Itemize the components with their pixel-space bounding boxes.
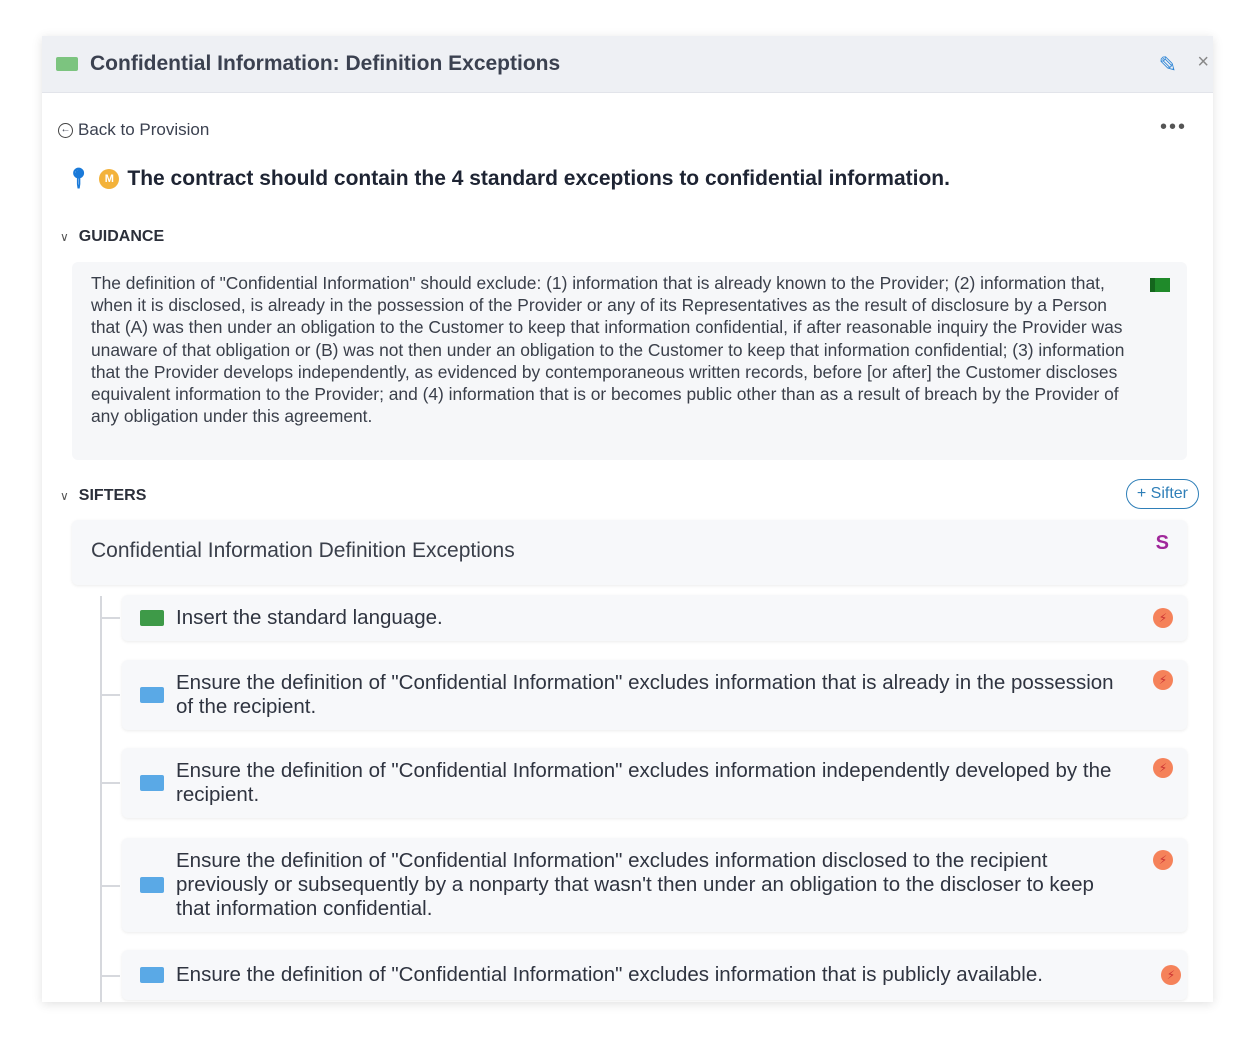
tree-branch <box>102 617 120 619</box>
guidance-box <box>72 262 1187 460</box>
edit-icon[interactable]: ✎ <box>1158 52 1177 77</box>
location-pin-icon: 📍︎ <box>66 168 92 190</box>
sifter-item[interactable] <box>122 595 1187 641</box>
route-icon[interactable]: S <box>1155 532 1169 554</box>
sifter-item-text: Ensure the definition of "Confidential Information" excludes information that is publicly available. <box>176 963 1043 986</box>
priority-badge: M <box>99 169 119 189</box>
sifter-item-text: Ensure the definition of "Confidential Information" excludes information that is already in the possession of the recipient. <box>176 671 1114 718</box>
sifter-item-text: Insert the standard language. <box>176 606 443 629</box>
tree-branch <box>102 782 120 784</box>
provision-icon <box>56 57 78 71</box>
bolt-icon[interactable]: ⚡︎ <box>1161 965 1181 985</box>
guidance-toggle[interactable] <box>60 228 164 246</box>
sifter-item[interactable] <box>122 950 1187 1000</box>
guidance-label: GUIDANCE <box>78 228 165 245</box>
sifters-toggle[interactable] <box>60 487 146 505</box>
provision-panel <box>42 36 1213 1002</box>
bolt-icon[interactable]: ⚡︎ <box>1153 758 1173 778</box>
tree-line <box>100 596 102 1002</box>
edit-note-icon <box>140 967 164 983</box>
bolt-icon[interactable]: ⚡︎ <box>1153 850 1173 870</box>
back-arrow-icon: ← <box>58 123 73 138</box>
edit-note-icon <box>140 775 164 791</box>
sifter-group[interactable] <box>72 520 1187 585</box>
standard-headline <box>66 166 950 191</box>
sifter-item-text: Ensure the definition of "Confidential Information" excludes information disclosed to the recipient previously or subsequently by a nonparty that wasn't then under an obligation to the discloser to keep that information confidential. <box>176 849 1094 920</box>
close-button[interactable]: × <box>1197 51 1209 73</box>
tree-branch <box>102 694 120 696</box>
chevron-down-icon: ∨ <box>60 230 69 244</box>
panel-header <box>42 36 1213 93</box>
bolt-icon[interactable]: ⚡︎ <box>1153 608 1173 628</box>
add-sifter-button[interactable]: + Sifter <box>1126 479 1199 509</box>
panel-title: Confidential Information: Definition Exceptions <box>90 52 561 75</box>
sifter-item[interactable] <box>122 838 1187 932</box>
map-icon[interactable] <box>1150 278 1170 292</box>
sifter-item-text: Ensure the definition of "Confidential Information" excludes information independently developed by the recipient. <box>176 759 1112 806</box>
tree-branch <box>102 975 120 977</box>
insert-icon <box>140 610 164 626</box>
headline-text: The contract should contain the 4 standard exceptions to confidential information. <box>127 166 950 190</box>
guidance-text: The definition of "Confidential Information" should exclude: (1) information that is already known to the Provider; (2) information that, when it is disclosed, is already in the possession of the Provider or any of its Representatives as the result of disclosure by a Person that (A) was then under an obligation to the Customer to keep that information confidential, if after reasonable inquiry the Provider was unaware of that obligation or (B) was not then under an obligation to the Customer to keep that information confidential; (3) information that the Provider develops independently, as evidenced by contemporaneous written records, before [or after] the Customer discloses equivalent information to the Provider; and (4) information that is or becomes public other than as a result of breach by the Provider of any obligation under this agreement. <box>91 273 1125 427</box>
bolt-icon[interactable]: ⚡︎ <box>1153 670 1173 690</box>
chevron-down-icon: ∨ <box>60 489 69 503</box>
tree-branch <box>102 885 120 887</box>
more-options-button[interactable]: ••• <box>1159 116 1187 138</box>
back-to-provision-link[interactable] <box>58 120 209 140</box>
sifters-label: SIFTERS <box>78 487 147 504</box>
edit-note-icon <box>140 687 164 703</box>
sifter-item[interactable] <box>122 660 1187 730</box>
sifter-item[interactable] <box>122 748 1187 818</box>
back-label: Back to Provision <box>78 120 210 139</box>
sifter-group-title: Confidential Information Definition Exceptions <box>91 539 515 562</box>
edit-note-icon <box>140 877 164 893</box>
